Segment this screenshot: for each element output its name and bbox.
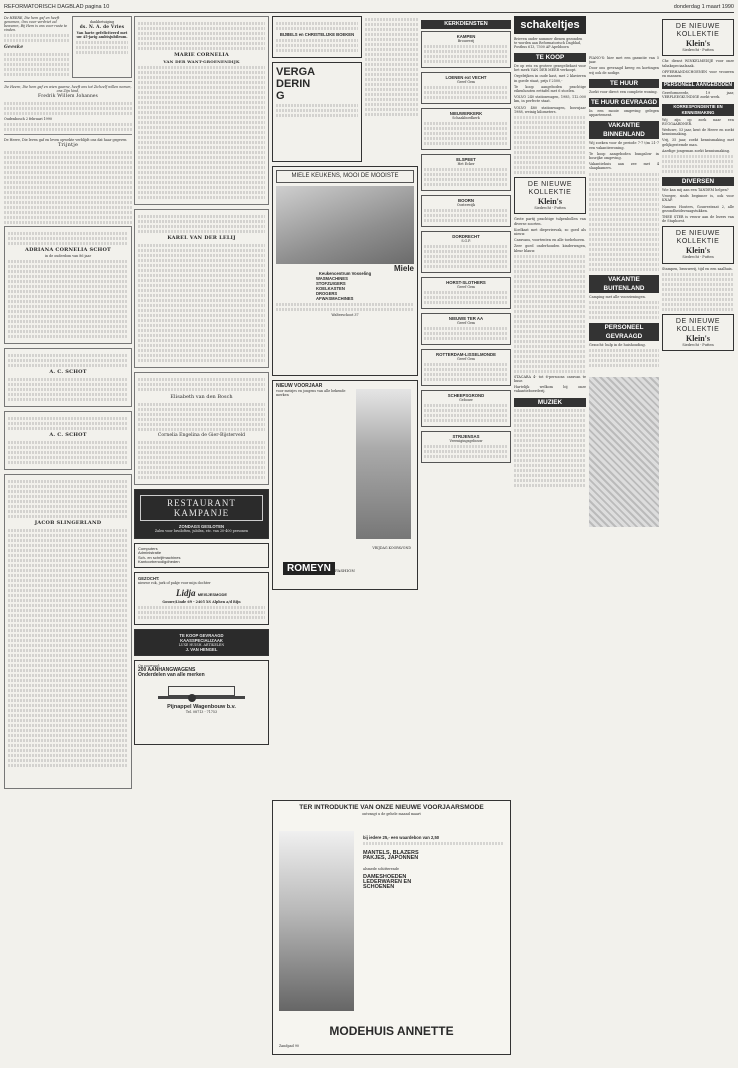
restaurant-sub: ZONDAGS GESLOTEN [178, 524, 225, 529]
kleins-town: Siedrecht - Putten [534, 206, 566, 211]
keukens-item-3: KOELKASTEN [316, 286, 345, 292]
church-name: NIEUWE TER AA [448, 316, 484, 321]
lidja-addr: Gouwe/Linde 69 - 2405 XS Alphen a/d Rijn [162, 600, 241, 605]
name-elisabeth: Elisabeth van den Bosch [170, 394, 233, 400]
church-entry [421, 231, 511, 273]
computers-line-1: Computers [138, 546, 158, 551]
karel-box [134, 209, 269, 368]
name-marie-sub: VAN DER WANT-GROENENDIJK [163, 59, 240, 64]
classified-ad: Te koop aangeboden bungalow in bosrijke omgeving. [589, 151, 659, 161]
keukens-item-1: WASMACHINES [316, 276, 348, 282]
klein-logo-1 [514, 177, 586, 214]
kollektie-title: DE NIEUWE [675, 230, 721, 238]
fredrik-dates: Oudenbosch 2 februari 1990 [4, 117, 52, 121]
restaurant-title: RESTAURANT KAMPANJE [140, 495, 263, 521]
ad-kaas [134, 629, 269, 656]
ad-restaurant-kampanje [134, 489, 269, 539]
ad-lidja [134, 572, 269, 625]
romeyn-photo [356, 389, 411, 539]
church-name: ELSPEET [456, 157, 476, 162]
name-adriana: ADRIANA CORNELIA SCHOT [25, 247, 111, 253]
annette-model-photo [279, 831, 354, 1011]
keukens-item-5: AFWASMACHINES [316, 296, 354, 302]
church-entry [421, 390, 511, 427]
church-name: STRIJENSAS [452, 434, 480, 439]
klein-logo-4 [662, 314, 734, 351]
kleins-brand: Klein's [537, 197, 562, 207]
annette-item-3: DAMESHOEDEN [363, 874, 407, 880]
classified-ad: Koelkast met diepvriesvak, zo goed als nieuw. [514, 227, 586, 236]
classified-ad: Te koop aangeboden prachtige eikenhouten eettafel met 6 stoelen. [514, 84, 586, 94]
jubileum-title: dankbetuiging [89, 20, 115, 24]
annette-item-2: PAKJES, JAPONNEN [363, 855, 419, 861]
keukens-item-4: DROGERS [316, 291, 338, 297]
church-entry [421, 154, 511, 191]
classified-ad: Wij zijn op zoek naar een RUGGAARDNER. [662, 117, 734, 126]
computers-line-4: Kantoorbenodigdheden [138, 558, 180, 564]
classified-ad: Gereformeerde, 19 jaar, VERPLEEGKUNDIGE zoekt werk. [662, 91, 734, 100]
computers-line-3: Sch- en schrijfmachines [138, 554, 181, 560]
classified-ad: Vroeger, sinds beginner is, ook voor KNAP. [662, 194, 734, 203]
classified-ad: PIANO'S: hier met een garantie van 5 jaar. [589, 56, 659, 65]
church-entry [421, 72, 511, 104]
kleins-town: Siedrecht - Putten [682, 255, 714, 260]
column-announcements-1 [4, 16, 132, 1064]
ad-aanhangwagens [134, 660, 269, 745]
annette-addr: Zandpad 90 [279, 1044, 299, 1048]
keukens-head: MIELE KEUKENS, MOOI DE MOOISTE [276, 170, 414, 183]
klein-logo-3 [662, 226, 734, 263]
keukens-brand: Miele [393, 264, 414, 273]
ad-romeyn [272, 380, 418, 590]
classified-ad: Grote partij prachtige tulpenbollen van diverse soorten. [514, 217, 586, 226]
annette-item-5: SCHOENEN [363, 884, 395, 890]
vergadering-title: VERGADERING [276, 66, 316, 102]
kerkdiensten-heading: KERKDIENSTEN [421, 20, 511, 29]
classified-ad: Weduwe, 53 jaar, kent de Heere en zoekt kennismaking. [662, 127, 734, 137]
section-personeel-aangeboden: PERSONEEL AANGEBODEN [663, 82, 733, 89]
column-kerkdiensten [421, 16, 511, 596]
keukens-item-2: STOFZUIGERS [316, 281, 346, 287]
classified-ad: THEE STER is vrouw aan de lezers van de Staphorst. [662, 214, 734, 224]
lidja-head: GEZOCHT: [138, 576, 160, 582]
classified-ad: Namens Houters, Gouwestraat 2, alle gezondheidsvraagstukken. [662, 204, 734, 213]
church-name: HORST-SLOTHERS [446, 280, 486, 285]
section-te-huur-gevraagd: TE HUUR GEVRAAGD [590, 99, 658, 107]
church-sub: Geref Gem [456, 80, 476, 84]
fredrik-verse: De Heere, Die hem gaf en wien gaarne, heeft ons tot Zichzelf willen nemen, ons Zijn kind, [4, 85, 132, 93]
section-vakantie-buitenland: VAKANTIE BUITENLAND [589, 275, 659, 293]
kaas-name: J. VAN HENGEL [185, 647, 218, 653]
church-sub: Geref Gem [456, 321, 476, 325]
schot2-box [4, 411, 132, 470]
header-left: REFORMATORISCH DAGBLAD pagina 10 [4, 4, 110, 10]
church-entry [421, 277, 511, 309]
annette-name: MODEHUIS ANNETTE [329, 1024, 454, 1038]
classified-ad: Aardige jongeman zoekt kennismaking. [662, 148, 730, 153]
keukens-addr: Walterschoot 37 [331, 313, 359, 318]
aanhang-addr: Tel. 08713 - 71753 [185, 710, 218, 715]
kollektie-title-2: KOLLEKTIE [528, 189, 572, 197]
romeyn-sub: voor meisjes en jongens van alle bekende merken [276, 389, 346, 397]
annette-item-4: LEDERWAREN EN [363, 879, 412, 885]
kitchen-photo [276, 186, 414, 264]
section-personeel-gevraagd: PERSONEEL GEVRAAGD [589, 323, 659, 341]
annette-head: TER INTRODUKTIE VAN ONZE NIEUWE VOORJAARSMODE [299, 804, 484, 811]
church-name: ROTTERDAM-LISSELMONDE [436, 352, 496, 357]
classified-ad: Chr. dienst WINKELMEISJE voor onze tabakspeciaalzaak. [662, 59, 734, 68]
church-entry [421, 349, 511, 386]
column-classifieds-3 [662, 16, 734, 1064]
church-name: BOORN [458, 198, 474, 203]
church-entry [421, 31, 511, 68]
restaurant-line: Zalen voor bruiloften, jubilea, etc. van 20-400 personen [154, 529, 249, 533]
romeyn-name: ROMEYN [283, 562, 335, 575]
name-cornelia: Cornelia Engelina de Gier-Bijsterveld [157, 433, 246, 438]
schakeltjes-sub: Brieven onder nummer dienen gezonden te worden aan Reformatorisch Dagblad, Postbus 613, 7300 AP Apeldoorn [514, 37, 583, 49]
kleins-brand: Klein's [685, 39, 710, 48]
section-muziek: MUZIEK [514, 398, 586, 407]
classified-ad: In een mooie omgeving gelegen appartement. [589, 109, 659, 118]
classified-ad: Orgelrijken in oude kast, met 2 klavieren in goede staat, prijs f 2500,- [514, 74, 586, 83]
jubileum-box [72, 16, 132, 78]
classified-ad: Caravans, voortenten en alle toebehoren. [514, 238, 586, 243]
aanhang-1: 200 AANHANGWAGENS [138, 667, 196, 674]
computers-line-2: Administratie [138, 550, 162, 556]
classified-ad: Camping met alle voorzieningen. [589, 294, 646, 299]
classified-ad: Stampen, brouwerij, tijd en een zaalhuis. [662, 266, 733, 271]
bijbels-title: BIJBELS en CHRISTELIJKE BOEKEN [279, 32, 355, 37]
jubileum-name: ds. N. A. de Vries [79, 25, 125, 30]
church-sub: Schaakbordkerk [452, 116, 480, 120]
header-right: donderdag 1 maart 1990 [673, 4, 734, 10]
church-name: NIEUWERKERK [449, 111, 483, 116]
lidja-sub: nieuwe rok, jurk of pakje voor mijn dochter [138, 581, 211, 586]
classified-ad: Door ons gevraagd kreeg en kortingen wij ook de nodige. [589, 66, 659, 75]
classified-ad: Zeer goed onderhouden kinderwagen, kleur blauw. [514, 244, 586, 253]
classified-ad: Hartelijk welkom bij onze vakantieboerderij. [514, 385, 586, 394]
marie-box [134, 16, 269, 205]
classified-ad: Wij zoeken voor de periode 7-7 t/m 21-7 een vakantiewoning. [589, 141, 659, 150]
lidja-name: Lidja [175, 588, 196, 599]
ad-vergadering [272, 62, 362, 162]
kaas-sub: LUXE HUISH. ARTIKELEN [178, 643, 225, 648]
kollektie-title: DE NIEUWE [675, 23, 721, 30]
kleins-town: Siedrecht - Putten [682, 48, 714, 52]
name-fredrik: Fredrik Willem Johannes [38, 93, 98, 99]
sketch-image [589, 377, 659, 527]
section-te-huur: TE HUUR [589, 79, 659, 88]
kleins-brand: Klein's [685, 246, 710, 256]
church-name: DORDRECHT [452, 234, 480, 239]
kaas-head: TE KOOP GEVRAAGD [179, 633, 224, 639]
schot-box [4, 348, 132, 407]
aanhang-company: Pijnappel Wagenbouw b.v. [167, 704, 236, 711]
annette-sub: ontvangt u de gehele maand maart [362, 812, 421, 816]
section-diversen: DIVERSEN [662, 177, 734, 186]
ad-miele-keukens [272, 166, 418, 376]
lidja-tag: MEISJESMODE [197, 592, 228, 598]
church-sub: Brouwerij [457, 39, 475, 43]
classified-ad: VOLVO 480 stationwagen, bouwjaar 1988, weinig kilometers. [514, 105, 586, 114]
page-header [4, 3, 734, 13]
section-korrespondentie: KORRESPONDENTIE EN KENNISMAKING [662, 104, 734, 116]
name-karel: KAREL VAN DER LELIJ [167, 235, 236, 241]
keukens-company: Keukencentrum Vosseling [318, 271, 372, 277]
church-sub: Gebouw [459, 398, 473, 402]
church-sub: Oosterwijk [456, 203, 476, 207]
schakeltjes-logo: schakeltjes [514, 16, 586, 34]
church-sub: Geref Gem [456, 285, 476, 289]
kollektie-title: DE NIEUWE [527, 181, 573, 189]
romeyn-tag: VRIJDAG KOOPAVOND [372, 546, 411, 550]
column-announcements-2 [134, 16, 269, 1064]
adriana-sub: in de ouderdom van 86 jaar [44, 254, 92, 258]
annette-also: alsmede schitterende [363, 867, 399, 871]
ad-computers [134, 543, 269, 568]
kollektie-title-2: KOLLEKTIE [676, 31, 720, 38]
name-slingerland: JACOB SLINGERLAND [34, 520, 102, 526]
classified-ad: Vrij, 35 jaar, zoekt kennismaking met gelijkgestemde man. [662, 138, 734, 147]
trailer-image [158, 681, 245, 699]
church-name: SCHEEPSGROND [447, 393, 485, 398]
church-entry [421, 195, 511, 227]
slingerland-box [4, 474, 132, 789]
ad-modehuis-annette [272, 800, 511, 1055]
kollektie-title-2: KOLLEKTIE [676, 238, 720, 246]
romeyn-head: NIEUW VOORJAAR [276, 383, 323, 389]
church-sub: Verenigingsgebouw [449, 439, 483, 443]
column-classifieds-2 [589, 16, 659, 1064]
aanhang-head: Op voorraad: [138, 664, 160, 669]
classified-ad: Zoekt voor direct een complete woning. [589, 89, 658, 94]
column-schakeltjes [514, 16, 586, 1064]
name-geeske: Geeske [4, 45, 24, 50]
adriana-box [4, 226, 132, 344]
klein-logo-2 [662, 19, 734, 56]
name-schot: A. C. SCHOT [49, 369, 87, 375]
section-te-koop: TE KOOP [514, 53, 586, 62]
annette-offer: bij iedere 25,- een waardebon van 2,50 [363, 835, 440, 840]
kollektie-title: DE NIEUWE [675, 317, 721, 325]
church-entry [421, 431, 511, 463]
classified-ad: Vakantiehuis aan zee met 4 slaapkamers. [589, 162, 659, 171]
jubileum-sub: Van harte gefeliciteerd met uw 45-jarig ambtsjubileum. [76, 31, 128, 39]
church-entry [421, 108, 511, 150]
kleins-brand: Klein's [685, 333, 710, 343]
classified-ad: Wie kan mij aan een TANDEM helpen? [662, 187, 729, 192]
kleins-town: Siedrecht - Putten [682, 342, 714, 347]
trijntje-verse: De Heere, Die leven gaf en leven opwekte verblijdt ons dat haar gegeven [4, 138, 127, 142]
church-sub: Geref Gem [456, 357, 476, 361]
name-schot-2: A. C. SCHOT [49, 432, 87, 438]
name-marie: MARIE CORNELIA [174, 52, 229, 58]
classified-ad: OFFERHANDSCHOENEN voor vrouwen en mannen. [662, 69, 734, 78]
kaas-title: KAASSPECIALIZAAK [180, 638, 223, 644]
elisabeth-box [134, 372, 269, 485]
classified-ad: Gezocht: hulp in de huishouding. [589, 342, 646, 347]
annette-item-1: MANTELS, BLAZERS [363, 850, 419, 856]
classified-ad: VOLVO 240 stationwagen, 1985, 112.000 km, in perfecte staat. [514, 95, 586, 104]
church-name: KAMPEN [456, 34, 476, 39]
name-trijntje: Trijntje [57, 142, 79, 148]
aanhang-2: Onderdelen van alle merken [138, 672, 205, 679]
church-name: LOENEN ext VECHT [445, 75, 487, 80]
section-vakantie-binnenland: VAKANTIE BINNENLAND [589, 121, 659, 139]
church-sub: Het Ecker [457, 162, 475, 166]
church-entry [421, 313, 511, 345]
church-sub: S.G.P. [461, 239, 471, 243]
ad-bijbels [272, 16, 362, 58]
kollektie-title-2: KOLLEKTIE [676, 325, 720, 333]
classified-ad: STACARA 4- tot 6-persoons caravan te huur. [514, 374, 586, 383]
verse-text: De HEERE, Die hem gaf en heeft genomen, Ons voor verdriet zal bewaren, Bij Hem is ons voor ruste te vinden. [4, 16, 68, 32]
romeyn-fashion: FASHION [335, 567, 355, 573]
classified-ad: De op reis en grotere gezegeliekast voor het merk VAN DER MEER verkoopt. [514, 64, 586, 73]
